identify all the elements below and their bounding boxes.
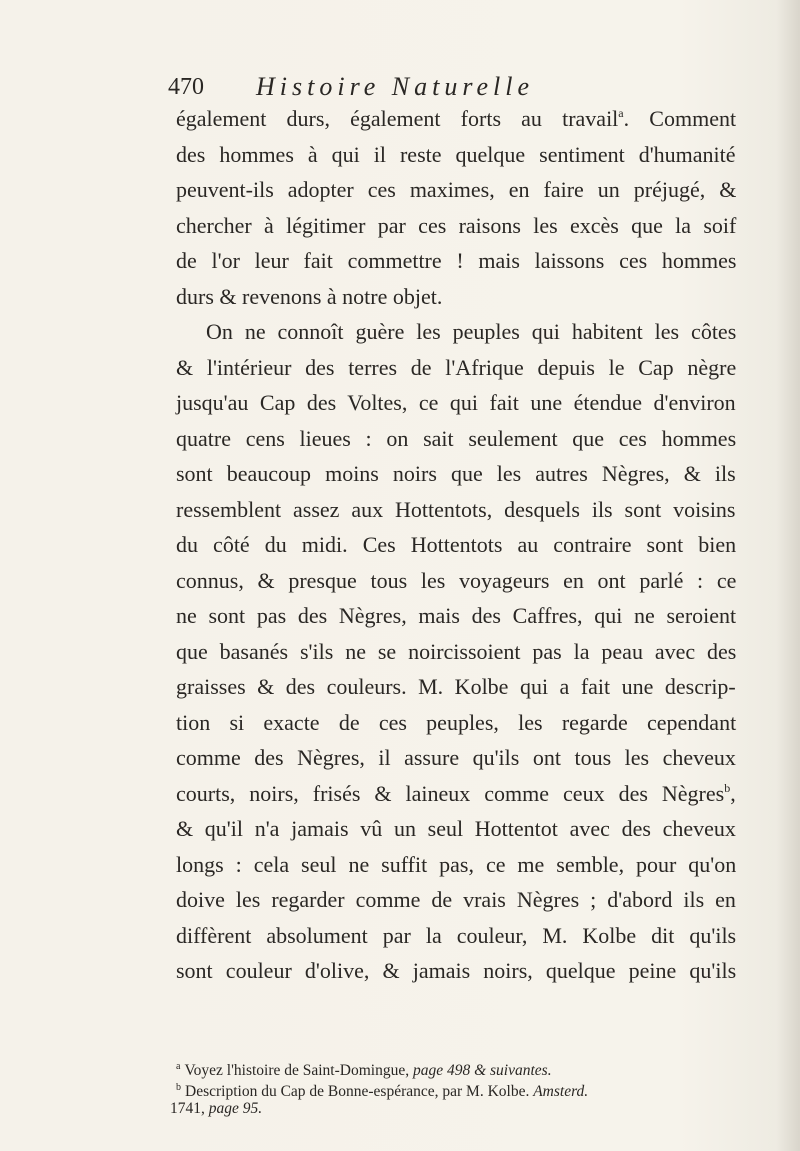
footnote-italic-text: page 498 & suivantes. [412,1062,552,1079]
line-text: jusqu'au Cap des Voltes, ce qui fait une étendue d'environ [176,390,736,415]
footnote [170,1098,262,1120]
line-text: tion si exacte de ces peuples, les regarde cependant [176,709,737,735]
text-line [176,921,736,951]
line-text: connus, & presque tous les voyageurs en ont parlé : ce [176,567,737,593]
line-text: courts, noirs, frisés & laineux comme ceux des Nègres [176,780,725,806]
footnote-mark: b [176,1082,181,1093]
text-line [176,672,736,702]
line-text: que basanés s'ils ne se noircissoient pas la peau avec des [176,638,737,664]
line-text: sont beaucoup moins noirs que les autres Nègres, & ils [176,461,736,486]
text-line [176,495,736,525]
text-line [176,779,736,809]
line-text: des hommes à qui il reste quelque sentiment d'humanité [176,141,736,167]
page-header [168,72,628,106]
line-text: diffèrent absolument par la couleur, M. Kolbe dit qu'ils [176,922,737,948]
line-text-tail: . Comment [623,106,737,131]
text-line [176,211,736,241]
footnote-text: Voyez l'histoire de Saint-Domingue, [184,1062,413,1079]
text-line [176,885,736,915]
line-text: peuvent-ils adopter ces maximes, en faire un préjugé, & [176,177,737,202]
line-text: comme des Nègres, il assure qu'ils ont tous les cheveux [176,745,736,770]
footnote-reference: b [724,780,731,795]
footnote-mark: a [176,1061,181,1072]
running-title: Histoire Naturelle [256,72,535,101]
text-line [176,246,736,276]
line-text: durs & revenons à notre objet. [176,283,443,309]
line-text: On ne connoît guère les peuples qui habitent les côtes [206,319,737,344]
line-text: sont couleur d'olive, & jamais noirs, quelque peine qu'ils [176,958,737,983]
line-text: graisses & des couleurs. M. Kolbe qui a fait une descrip- [176,674,736,699]
line-text: ressemblent assez aux Hottentots, desquels ils sont voisins [176,496,736,522]
text-line [176,353,736,383]
text-line [176,175,736,205]
line-text: & l'intérieur des terres de l'Afrique depuis le Cap nègre [176,354,737,380]
footnote [176,1077,588,1099]
line-text: & qu'il n'a jamais vû un seul Hottentot avec des cheveux [176,816,736,841]
line-text: doive les regarder comme de vrais Nègres ; d'abord ils en [176,887,736,912]
line-text: quatre cens lieues : on sait seulement que ces hommes [176,425,737,451]
text-line [176,530,736,560]
line-text: également durs, également forts au travail [176,106,619,131]
text-line [176,140,736,170]
line-text: ne sont pas des Nègres, mais des Caffres, qui ne seroient [176,603,737,628]
text-line [176,104,736,134]
line-text-tail: , [730,780,736,806]
text-line [176,956,736,986]
text-line [176,459,736,489]
text-line [176,708,736,738]
text-line [176,566,736,596]
footnote-italic-text: Amsterd. [533,1083,589,1100]
text-line [206,317,736,347]
line-text: longs : cela seul ne suffit pas, ce me semble, pour qu'on [176,851,737,877]
text-line [176,424,736,454]
text-line [176,814,736,844]
footnote [176,1056,552,1078]
line-text: du côté du midi. Ces Hottentots au contraire sont bien [176,532,737,557]
text-line [176,850,736,880]
line-text: de l'or leur fait commettre ! mais laissons ces hommes [176,248,737,273]
page-number: 470 [168,74,204,100]
text-line [176,388,736,418]
footnote-text: Description du Cap de Bonne-espérance, par M. Kolbe. [185,1083,534,1100]
footnote-italic-text: page 95. [208,1100,263,1117]
line-text: chercher à légitimer par ces raisons les excès que la soif [176,212,737,238]
text-line [176,601,736,631]
text-line [176,282,442,312]
text-line [176,743,736,773]
text-line [176,637,736,667]
footnote-reference: a [618,106,624,120]
footnote-text: 1741, [170,1100,209,1117]
